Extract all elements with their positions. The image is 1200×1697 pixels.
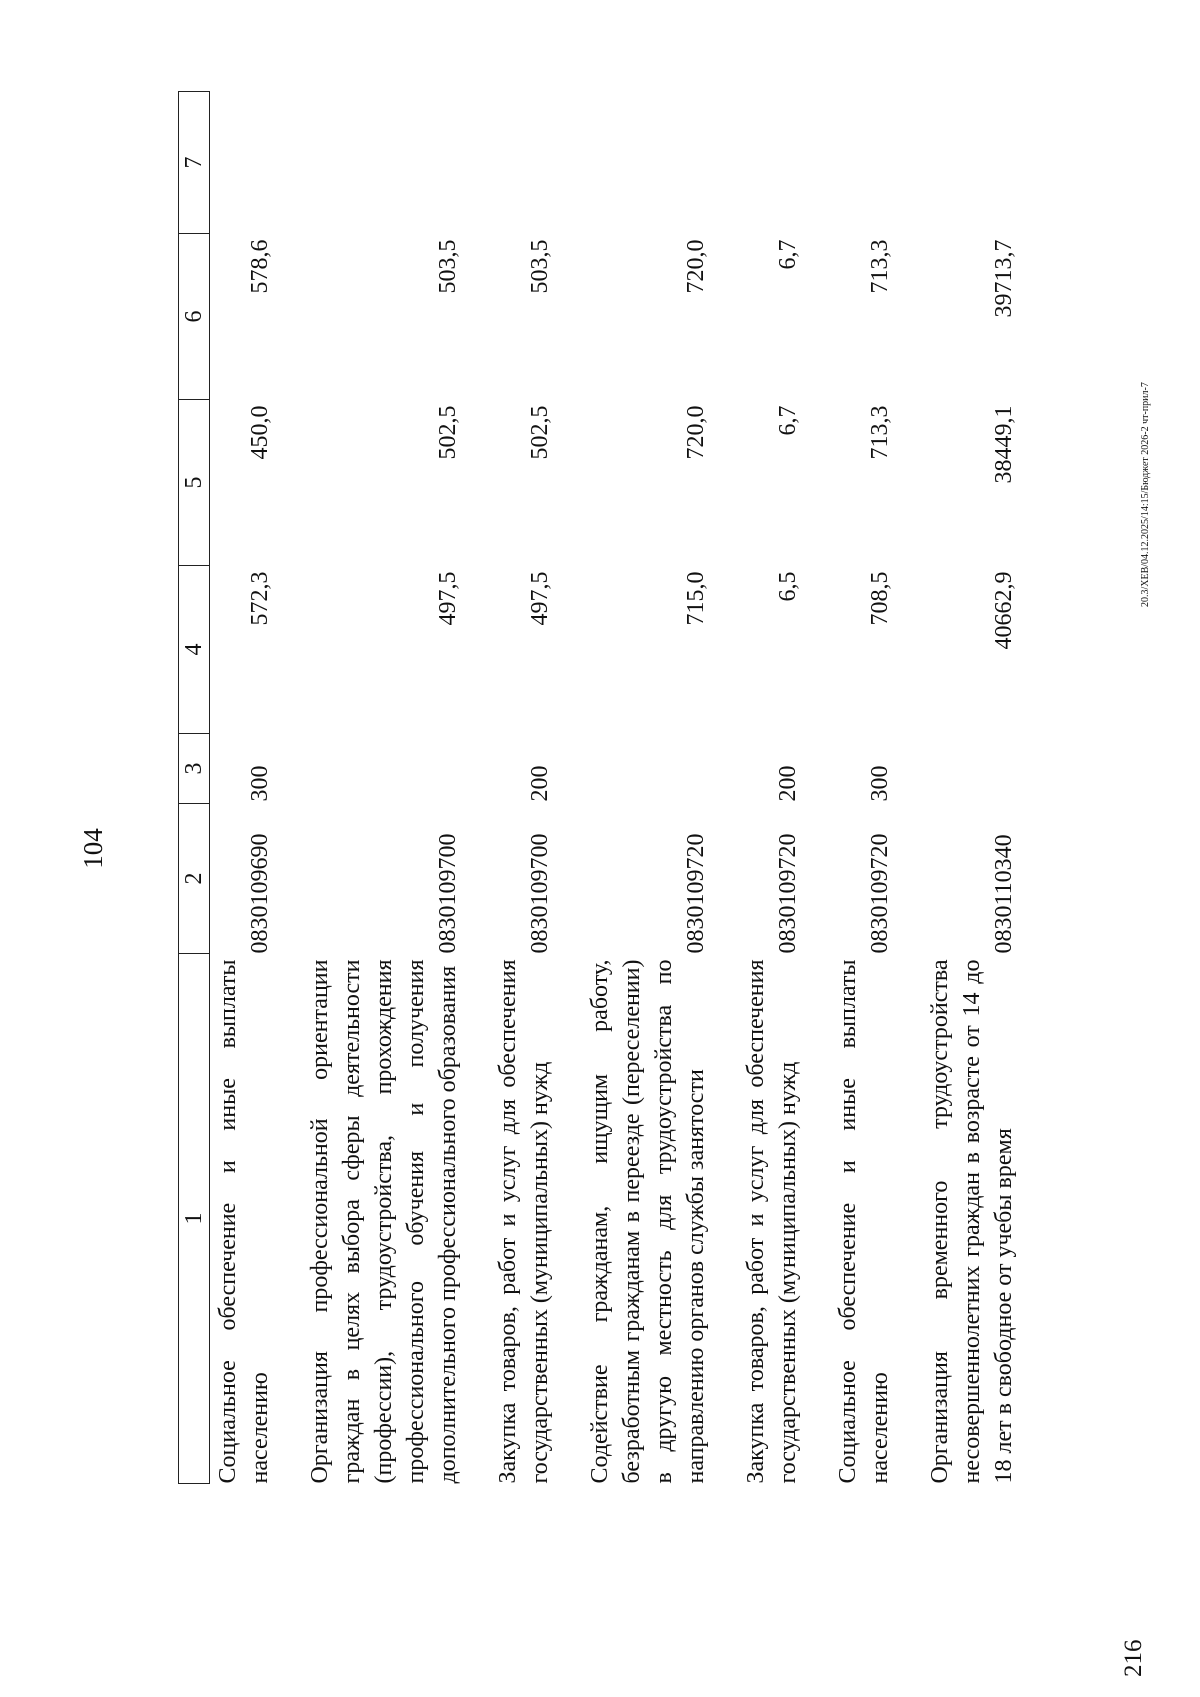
row-code: 0830109720 bbox=[867, 833, 893, 954]
row-value-2025: 715,0 bbox=[683, 571, 709, 626]
column-header-3: 3 bbox=[179, 734, 210, 804]
row-type: 200 bbox=[775, 765, 801, 802]
table-row bbox=[896, 92, 1020, 1484]
footer-file-path: 20.3/ХЕВ/04.12.2025/14:15/Бюджет 2026-2 чт-прил-7 bbox=[1140, 382, 1151, 607]
row-value-2025: 497,5 bbox=[527, 571, 553, 626]
row-value-2027: 713,3 bbox=[867, 239, 893, 294]
header-row bbox=[179, 92, 210, 1484]
page-number: 104 bbox=[78, 828, 108, 869]
row-name: Социальное обеспечение и иные выплаты населению bbox=[835, 959, 893, 1484]
row-code: 0830109700 bbox=[435, 833, 461, 954]
column-header-1: 1 bbox=[179, 954, 210, 1484]
table-row bbox=[464, 92, 556, 1484]
column-header-6: 6 bbox=[179, 234, 210, 400]
column-header-4: 4 bbox=[179, 566, 210, 734]
row-value-2025: 572,3 bbox=[247, 571, 273, 626]
row-value-2026: 450,0 bbox=[247, 405, 273, 460]
row-value-2025: 497,5 bbox=[435, 571, 461, 626]
column-header-5: 5 bbox=[179, 400, 210, 566]
row-name: Организация временного трудоустройства несовершеннолетних граждан в возрасте от 14 до 18 лет в свободное от учебы время bbox=[927, 959, 1017, 1484]
row-value-2025: 6,5 bbox=[775, 571, 801, 602]
table-row bbox=[804, 92, 896, 1484]
table-row bbox=[276, 92, 464, 1484]
table-row bbox=[556, 92, 712, 1484]
sheet-number: 216 bbox=[1120, 1639, 1147, 1677]
row-value-2026: 713,3 bbox=[867, 405, 893, 460]
row-value-2026: 502,5 bbox=[435, 405, 461, 460]
row-value-2026: 38449,1 bbox=[991, 405, 1017, 484]
row-code: 0830109690 bbox=[247, 833, 273, 954]
row-name: Организация профессиональной ориентации граждан в целях выбора сферы деятельности (профессии), трудоустройства, прохождения профессионального обучения и получения дополнительного профессионального образования bbox=[307, 959, 461, 1484]
row-code: 0830109720 bbox=[683, 833, 709, 954]
row-name: Содействие гражданам, ищущим работу, безработным гражданам в переезде (переселении) в другую местность для трудоустройства по направлению органов службы занятости bbox=[587, 959, 709, 1484]
row-value-2027: 578,6 bbox=[247, 239, 273, 294]
row-name: Социальное обеспечение и иные выплаты населению bbox=[215, 959, 273, 1484]
row-code: 0830109700 bbox=[527, 833, 553, 954]
row-type bbox=[276, 734, 464, 804]
row-type bbox=[896, 734, 1020, 804]
row-value-2026: 720,0 bbox=[683, 405, 709, 460]
row-value-2027: 503,5 bbox=[527, 239, 553, 294]
row-type bbox=[556, 734, 712, 804]
row-value-2027: 6,7 bbox=[775, 239, 801, 270]
row-value-2026: 502,5 bbox=[527, 405, 553, 460]
column-header-2: 2 bbox=[179, 804, 210, 954]
row-name: Закупка товаров, работ и услуг для обеспечения государственных (муниципальных) нужд bbox=[743, 959, 801, 1484]
row-value-2027: 503,5 bbox=[435, 239, 461, 294]
table-row bbox=[210, 92, 277, 1484]
table-row bbox=[712, 92, 804, 1484]
row-value-2025: 40662,9 bbox=[991, 571, 1017, 650]
budget-table bbox=[178, 91, 1020, 1484]
column-header-7: 7 bbox=[179, 92, 210, 234]
row-value-2027: 720,0 bbox=[683, 239, 709, 294]
row-type: 300 bbox=[867, 765, 893, 802]
row-type: 300 bbox=[247, 765, 273, 802]
row-type: 200 bbox=[527, 765, 553, 802]
row-value-2027: 39713,7 bbox=[991, 239, 1017, 318]
row-code: 0830110340 bbox=[991, 834, 1017, 954]
row-name: Закупка товаров, работ и услуг для обеспечения государственных (муниципальных) нужд bbox=[495, 959, 553, 1484]
row-value-2025: 708,5 bbox=[867, 571, 893, 626]
row-code: 0830109720 bbox=[775, 833, 801, 954]
row-value-2026: 6,7 bbox=[775, 405, 801, 436]
